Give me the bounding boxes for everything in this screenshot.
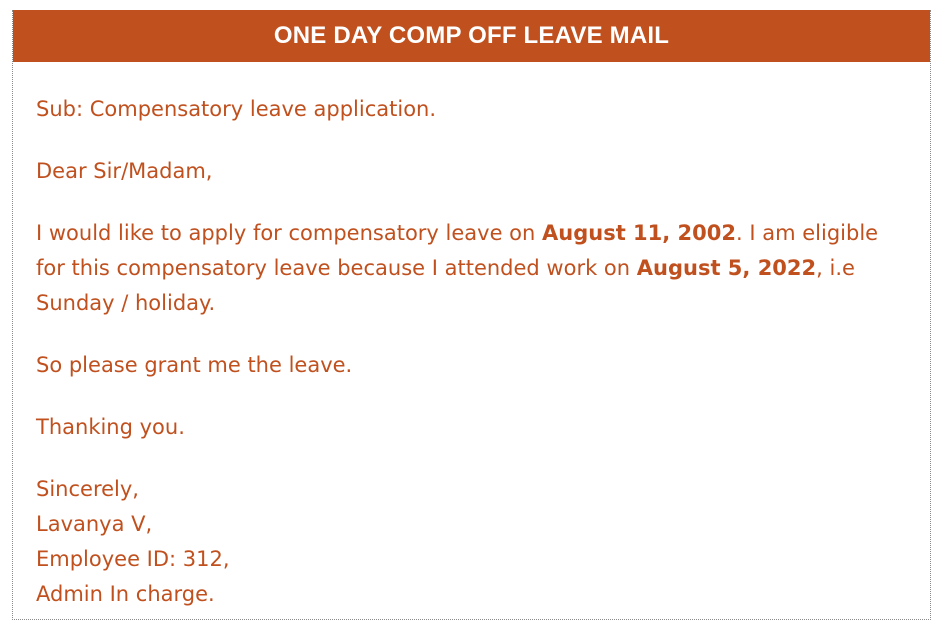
signoff-block bbox=[36, 472, 908, 612]
worked-date: August 5, 2022 bbox=[636, 256, 817, 280]
sender-role: Admin In charge. bbox=[36, 582, 215, 606]
request-line: So please grant me the leave. bbox=[36, 353, 353, 377]
closing-line: Sincerely, bbox=[36, 477, 139, 501]
salutation: Dear Sir/Madam, bbox=[36, 159, 213, 183]
leave-date: August 11, 2002 bbox=[542, 221, 737, 245]
header-bar bbox=[13, 10, 930, 62]
employee-id: Employee ID: 312, bbox=[36, 547, 230, 571]
body-text-part1: I would like to apply for compensatory leave on bbox=[36, 221, 543, 245]
sender-name: Lavanya V, bbox=[36, 512, 153, 536]
body-text-part3: , i.e Sunday / holiday. bbox=[36, 256, 855, 315]
body-text-part2: . I am eligible for this compensatory leave because I attended work on bbox=[36, 221, 879, 280]
thanks-line: Thanking you. bbox=[36, 415, 185, 439]
main-paragraph bbox=[36, 216, 908, 321]
letter-body bbox=[13, 62, 930, 612]
page-title: ONE DAY COMP OFF LEAVE MAIL bbox=[273, 22, 670, 49]
subject-line: Sub: Compensatory leave application. bbox=[36, 97, 437, 121]
leave-mail-card bbox=[12, 10, 931, 620]
